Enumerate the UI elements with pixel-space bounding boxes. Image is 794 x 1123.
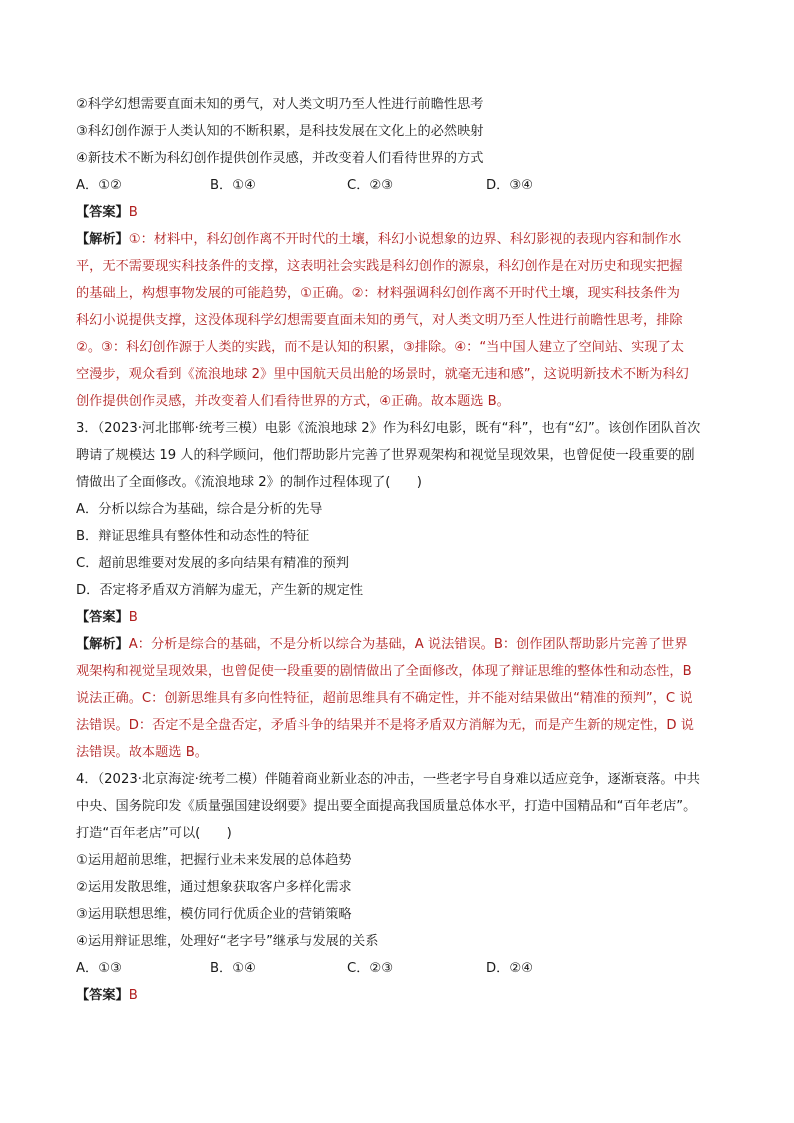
q2-option-d: D．③④ <box>486 178 533 193</box>
q3-analysis-line-4: 法错误。D：否定不是全盘否定，矛盾斗争的结果并不是将矛盾双方消解为无，而是产生新的规定性，D 说 <box>76 718 694 733</box>
analysis-text: A：分析是综合的基础，不是分析以综合为基础，A 说法错误。B：创作团队帮助影片完善了世界 <box>128 637 688 652</box>
q2-option-a: A．①② <box>76 178 122 193</box>
q2-analysis-line-4: 科幻小说提供支撑，这没体现科学幻想需要直面未知的勇气，对人类文明乃至人性进行前瞻性思考，排除 <box>76 313 683 328</box>
q4-options <box>76 959 736 981</box>
answer-value: B <box>128 610 138 625</box>
q4-option-c: C．②③ <box>347 961 394 976</box>
q3-choice-d: D．否定将矛盾双方消解为虚无，产生新的规定性 <box>76 583 364 598</box>
q2-analysis-line-6: 空漫步，观众看到《流浪地球 2》里中国航天员出舱的场景时，就毫无违和感”，这说明新技术不断为科幻 <box>76 367 689 382</box>
q3-analysis-line-3: 说法正确。C：创新思维具有多向性特征，超前思维具有不确定性，并不能对结果做出“精准的预判”，C 说 <box>76 691 693 706</box>
q2-analysis-line-2: 平，无不需要现实科技条件的支撑，这表明社会实践是科幻创作的源泉，科幻创作是在对历史和现实把握 <box>76 259 683 274</box>
q4-stem-line-1: 4．（2023·北京海淀·统考二模）伴随着商业新业态的冲击，一些老字号自身难以适应竞争，逐渐衰落。中共 <box>76 772 700 787</box>
q4-statement-1: ①运用超前思维，把握行业未来发展的总体趋势 <box>76 853 352 868</box>
analysis-tag: 【解析】 <box>76 637 129 652</box>
q4-answer <box>76 986 736 1008</box>
q3-choice-b: B．辩证思维具有整体性和动态性的特征 <box>76 529 310 544</box>
q3-stem-line-3: 情做出了全面修改。《流浪地球 2》的制作过程体现了( ) <box>76 475 422 490</box>
q4-option-d: D．②④ <box>486 961 533 976</box>
q2-options <box>76 176 736 198</box>
q3-stem-line-1: 3．（2023·河北邯郸·统考三模）电影《流浪地球 2》作为科幻电影，既有“科”，也有“幻”。该创作团队首次 <box>76 421 701 436</box>
q4-stem-line-3: 打造“百年老店”可以( ) <box>76 826 232 841</box>
answer-value: B <box>128 205 138 220</box>
q3-analysis-line-5: 法错误。故本题选 B。 <box>76 745 208 760</box>
q3-stem-line-2: 聘请了规模达 19 人的科学顾问，他们帮助影片完善了世界观架构和视觉呈现效果，也曾促使一段重要的剧 <box>76 448 695 463</box>
q2-statement-4: ④新技术不断为科幻创作提供创作灵感，并改变着人们看待世界的方式 <box>76 151 484 166</box>
analysis-tag: 【解析】 <box>76 232 129 247</box>
q4-statement-4: ④运用辩证思维，处理好“老字号”继承与发展的关系 <box>76 934 379 949</box>
q2-answer <box>76 203 736 225</box>
q3-choice-a: A．分析以综合为基础，综合是分析的先导 <box>76 502 323 517</box>
q4-statement-2: ②运用发散思维，通过想象获取客户多样化需求 <box>76 880 352 895</box>
q2-statement-3: ③科幻创作源于人类认知的不断积累，是科技发展在文化上的必然映射 <box>76 124 484 139</box>
answer-value: B <box>128 988 138 1003</box>
answer-tag: 【答案】 <box>76 988 129 1003</box>
q4-option-a: A．①③ <box>76 961 122 976</box>
q4-option-b: B．①④ <box>210 961 256 976</box>
q2-analysis-line-7: 创作提供创作灵感，并改变着人们看待世界的方式，④正确。故本题选 B。 <box>76 394 510 409</box>
q2-option-c: C．②③ <box>347 178 394 193</box>
q2-option-b: B．①④ <box>210 178 256 193</box>
q4-statement-3: ③运用联想思维，模仿同行优质企业的营销策略 <box>76 907 352 922</box>
q4-stem-line-2: 中央、国务院印发《质量强国建设纲要》提出要全面提高我国质量总体水平，打造中国精品和“百年老店”。 <box>76 799 697 814</box>
q2-statement-2: ②科学幻想需要直面未知的勇气，对人类文明乃至人性进行前瞻性思考 <box>76 97 484 112</box>
analysis-text: ①：材料中，科幻创作离不开时代的土壤，科幻小说想象的边界、科幻影视的表现内容和制作水 <box>128 232 682 247</box>
q2-analysis-line-5: ②。③：科幻创作源于人类的实践，而不是认知的积累，③排除。④：“当中国人建立了空间站、实现了太 <box>76 340 684 355</box>
answer-tag: 【答案】 <box>76 610 129 625</box>
q2-analysis-line-3: 的基础上，构想事物发展的可能趋势，①正确。②：材料强调科幻创作离不开时代土壤，现实科技条件为 <box>76 286 680 301</box>
q3-analysis-line-2: 观架构和视觉呈现效果，也曾促使一段重要的剧情做出了全面修改，体现了辩证思维的整体性和动态性，B <box>76 664 692 679</box>
q3-analysis-line-1 <box>76 635 736 657</box>
q2-analysis-line-1 <box>76 230 736 252</box>
q3-choice-c: C．超前思维要对发展的多向结果有精准的预判 <box>76 556 349 571</box>
q3-answer <box>76 608 736 630</box>
answer-tag: 【答案】 <box>76 205 129 220</box>
